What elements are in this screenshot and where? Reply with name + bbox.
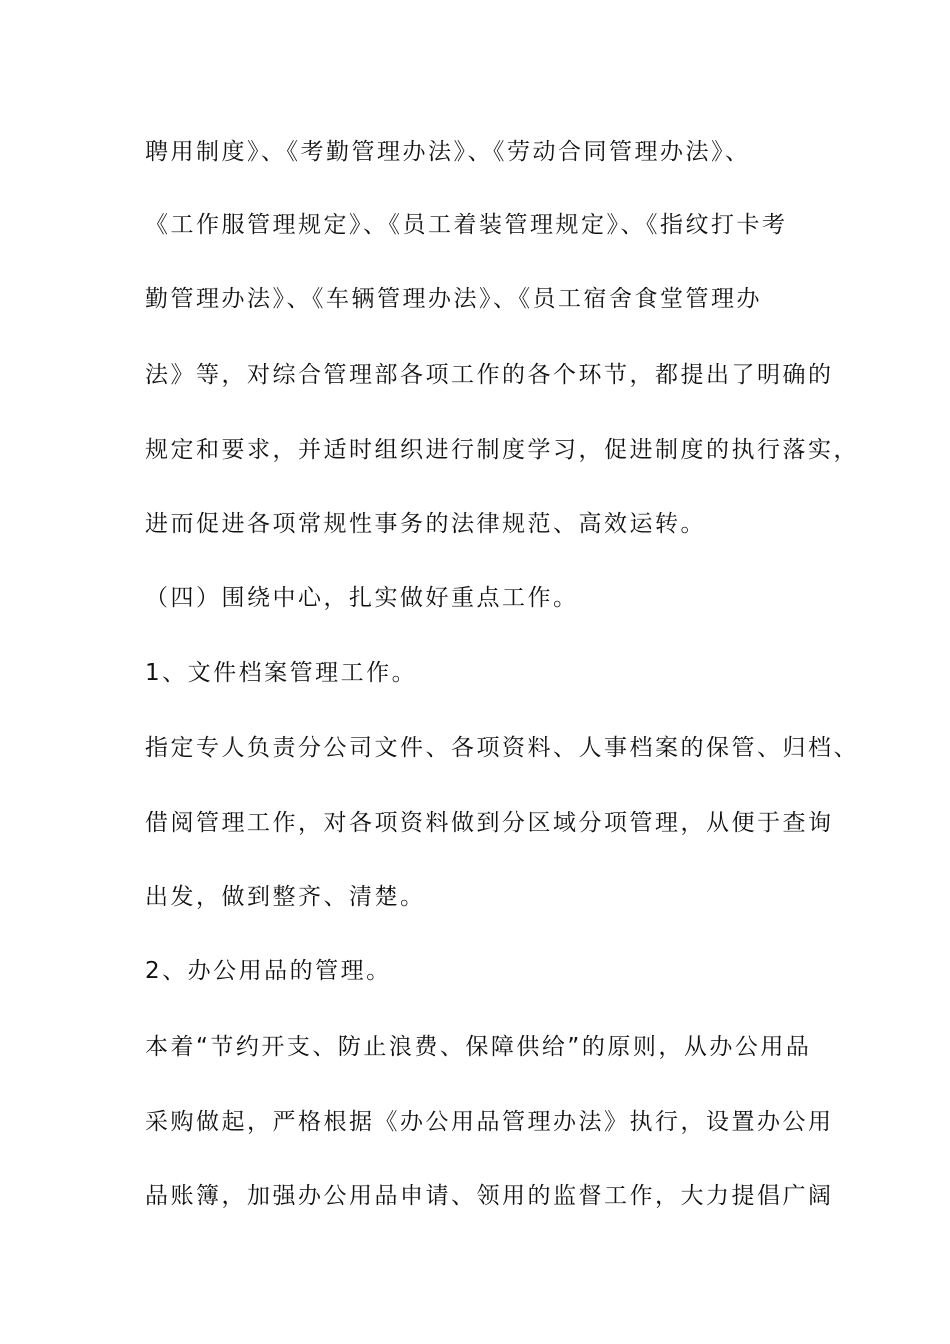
text-line: 品账簿，加强办公用品申请、领用的监督工作，大力提倡广阔	[145, 1183, 834, 1209]
text-line: 出发，做到整齐、清楚。	[145, 884, 426, 910]
text-line: 指定专人负责分公司文件、各项资料、人事档案的保管、归档、	[145, 735, 859, 761]
text-line: 规定和要求，并适时组织进行制度学习，促进制度的执行落实，	[145, 437, 859, 463]
text-line: 聘用制度》、《考勤管理办法》、《劳动合同管理办法》、	[145, 139, 751, 165]
text-line: 本着“节约开支、防止浪费、保障供给”的原则，从办公用品	[145, 1034, 812, 1060]
text-line: 借阅管理工作，对各项资料做到分区域分项管理，从便于查询	[145, 810, 834, 836]
subsection-heading: 2、办公用品的管理。	[145, 958, 392, 984]
text-line: 采购做起，严格根据《办公用品管理办法》执行，设置办公用	[145, 1109, 834, 1135]
text-line: 法》等，对综合管理部各项工作的各个环节，都提出了明确的	[145, 362, 834, 388]
section-heading: （四）围绕中心，扎实做好重点工作。	[145, 585, 579, 611]
text-line: 进而促进各项常规性事务的法律规范、高效运转。	[145, 511, 706, 537]
text-line: 勤管理办法》、《车辆管理办法》、《员工宿舍食堂管理办	[145, 286, 762, 312]
text-line: 《工作服管理规定》、《员工着装管理规定》、《指纹打卡考	[145, 212, 788, 238]
subsection-heading: 1、文件档案管理工作。	[145, 660, 418, 686]
